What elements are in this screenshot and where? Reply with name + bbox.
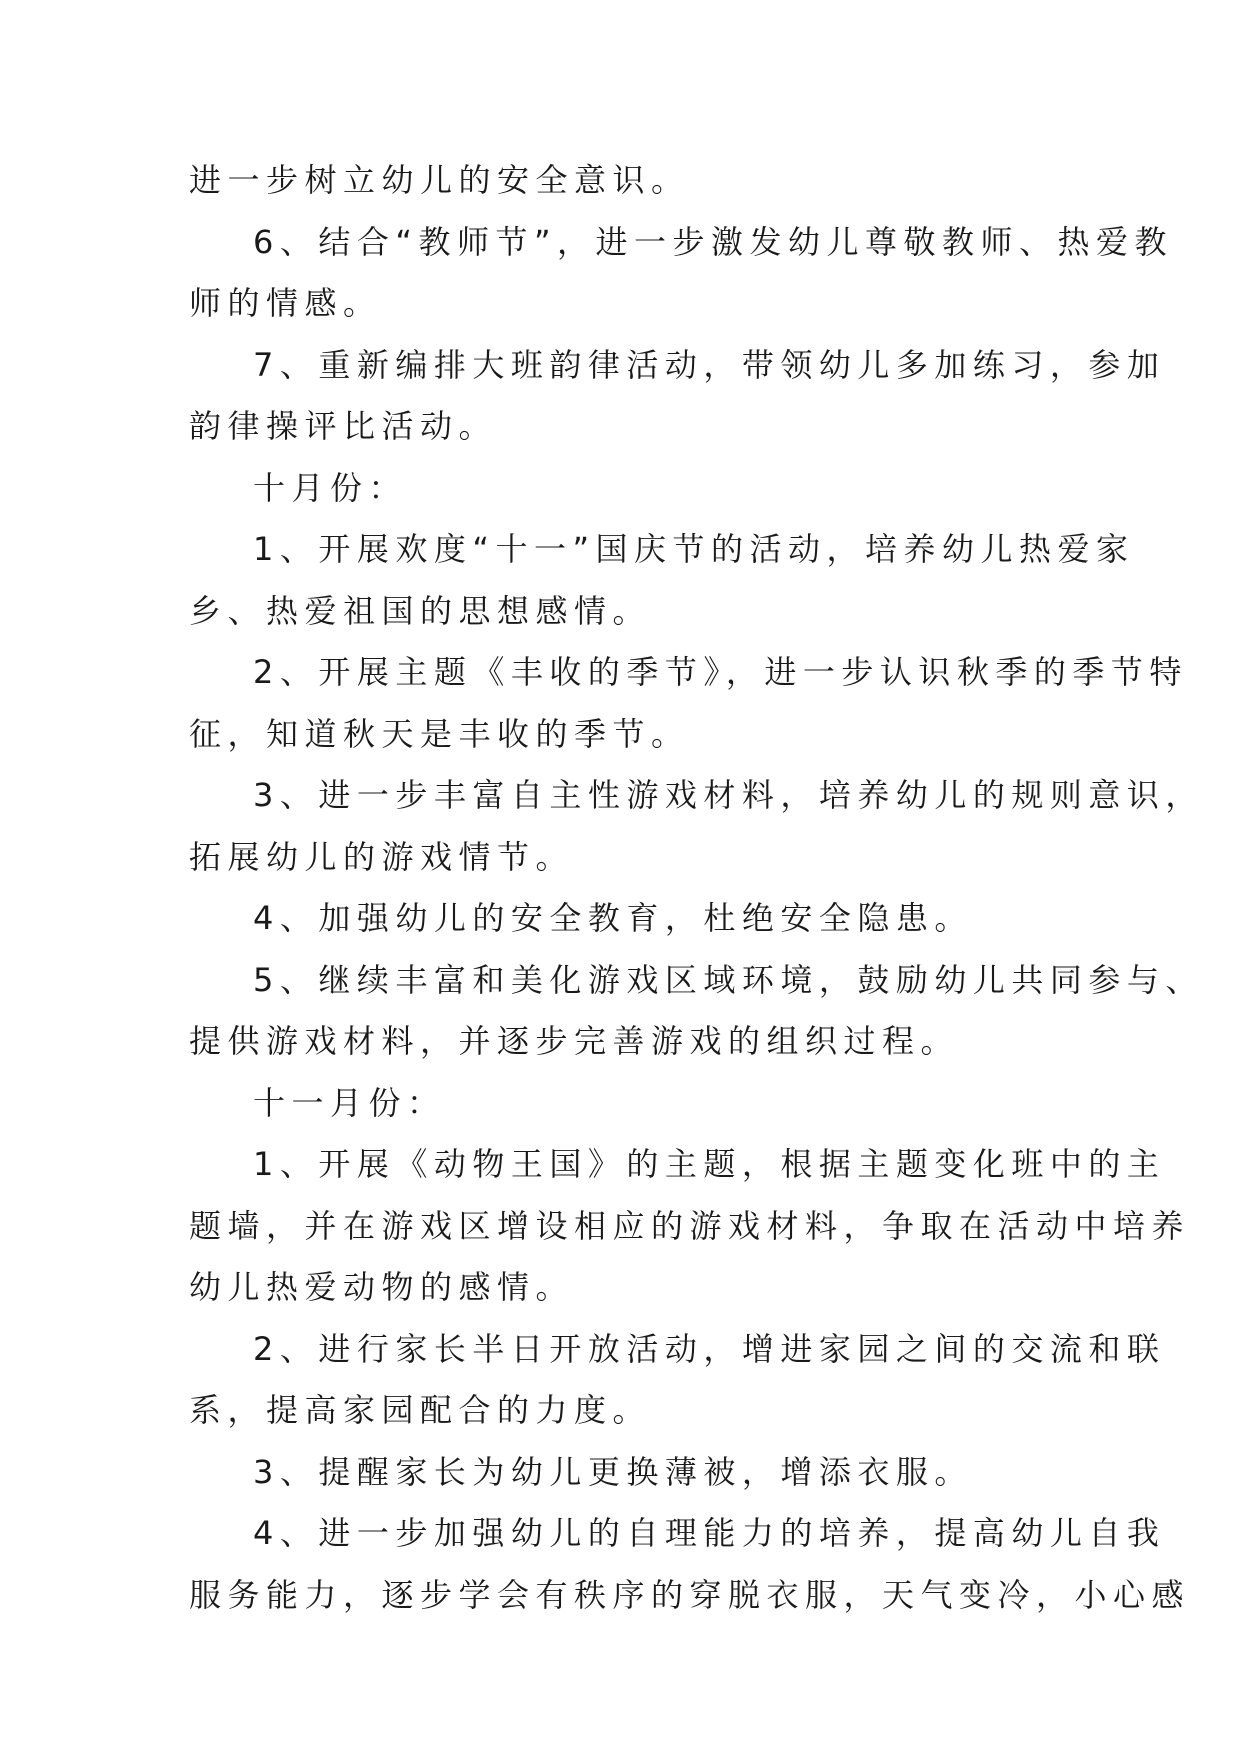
text-line: 7、重新编排大班韵律活动，带领幼儿多加练习，参加 — [253, 345, 1166, 384]
text-line: 5、继续丰富和美化游戏区域环境，鼓励幼儿共同参与、 — [253, 960, 1204, 999]
text-line: 乡、热爱祖国的思想感情。 — [189, 591, 652, 630]
document-body — [189, 150, 1204, 1626]
text-line: 幼儿热爱动物的感情。 — [189, 1268, 575, 1306]
text-line: 提供游戏材料，并逐步完善游戏的组织过程。 — [189, 1022, 960, 1060]
section-heading-october: 十月份： — [253, 468, 408, 507]
section-heading-november: 十一月份： — [253, 1083, 446, 1122]
text-line: 2、进行家长半日开放活动，增进家园之间的交流和联 — [253, 1329, 1166, 1368]
text-line: 拓展幼儿的游戏情节。 — [189, 837, 575, 876]
text-line: 6、结合“教师节”，进一步激发幼儿尊敬教师、热爱教 — [253, 222, 1174, 261]
text-line: 1、开展欢度“十一”国庆节的活动，培养幼儿热爱家 — [253, 530, 1135, 568]
text-line: 4、加强幼儿的安全教育，杜绝安全隐患。 — [253, 899, 973, 937]
text-line: 2、开展主题《丰收的季节》，进一步认识秋季的季节特 — [253, 653, 1188, 691]
text-line: 服务能力，逐步学会有秩序的穿脱衣服，天气变冷，小心感 — [189, 1575, 1191, 1614]
text-line: 题墙，并在游戏区增设相应的游戏材料，争取在活动中培养 — [189, 1206, 1191, 1245]
text-line: 韵律操评比活动。 — [189, 407, 498, 445]
text-line: 3、进一步丰富自主性游戏材料，培养幼儿的规则意识， — [253, 776, 1204, 814]
text-line: 系，提高家园配合的力度。 — [189, 1391, 652, 1429]
text-line: 4、进一步加强幼儿的自理能力的培养，提高幼儿自我 — [253, 1514, 1166, 1552]
text-line: 1、开展《动物王国》的主题，根据主题变化班中的主 — [253, 1145, 1166, 1183]
text-line: 3、提醒家长为幼儿更换薄被，增添衣服。 — [253, 1452, 973, 1491]
text-line: 进一步树立幼儿的安全意识。 — [189, 161, 690, 199]
text-line: 征，知道秋天是丰收的季节。 — [189, 714, 690, 753]
text-line: 师的情感。 — [189, 284, 382, 322]
